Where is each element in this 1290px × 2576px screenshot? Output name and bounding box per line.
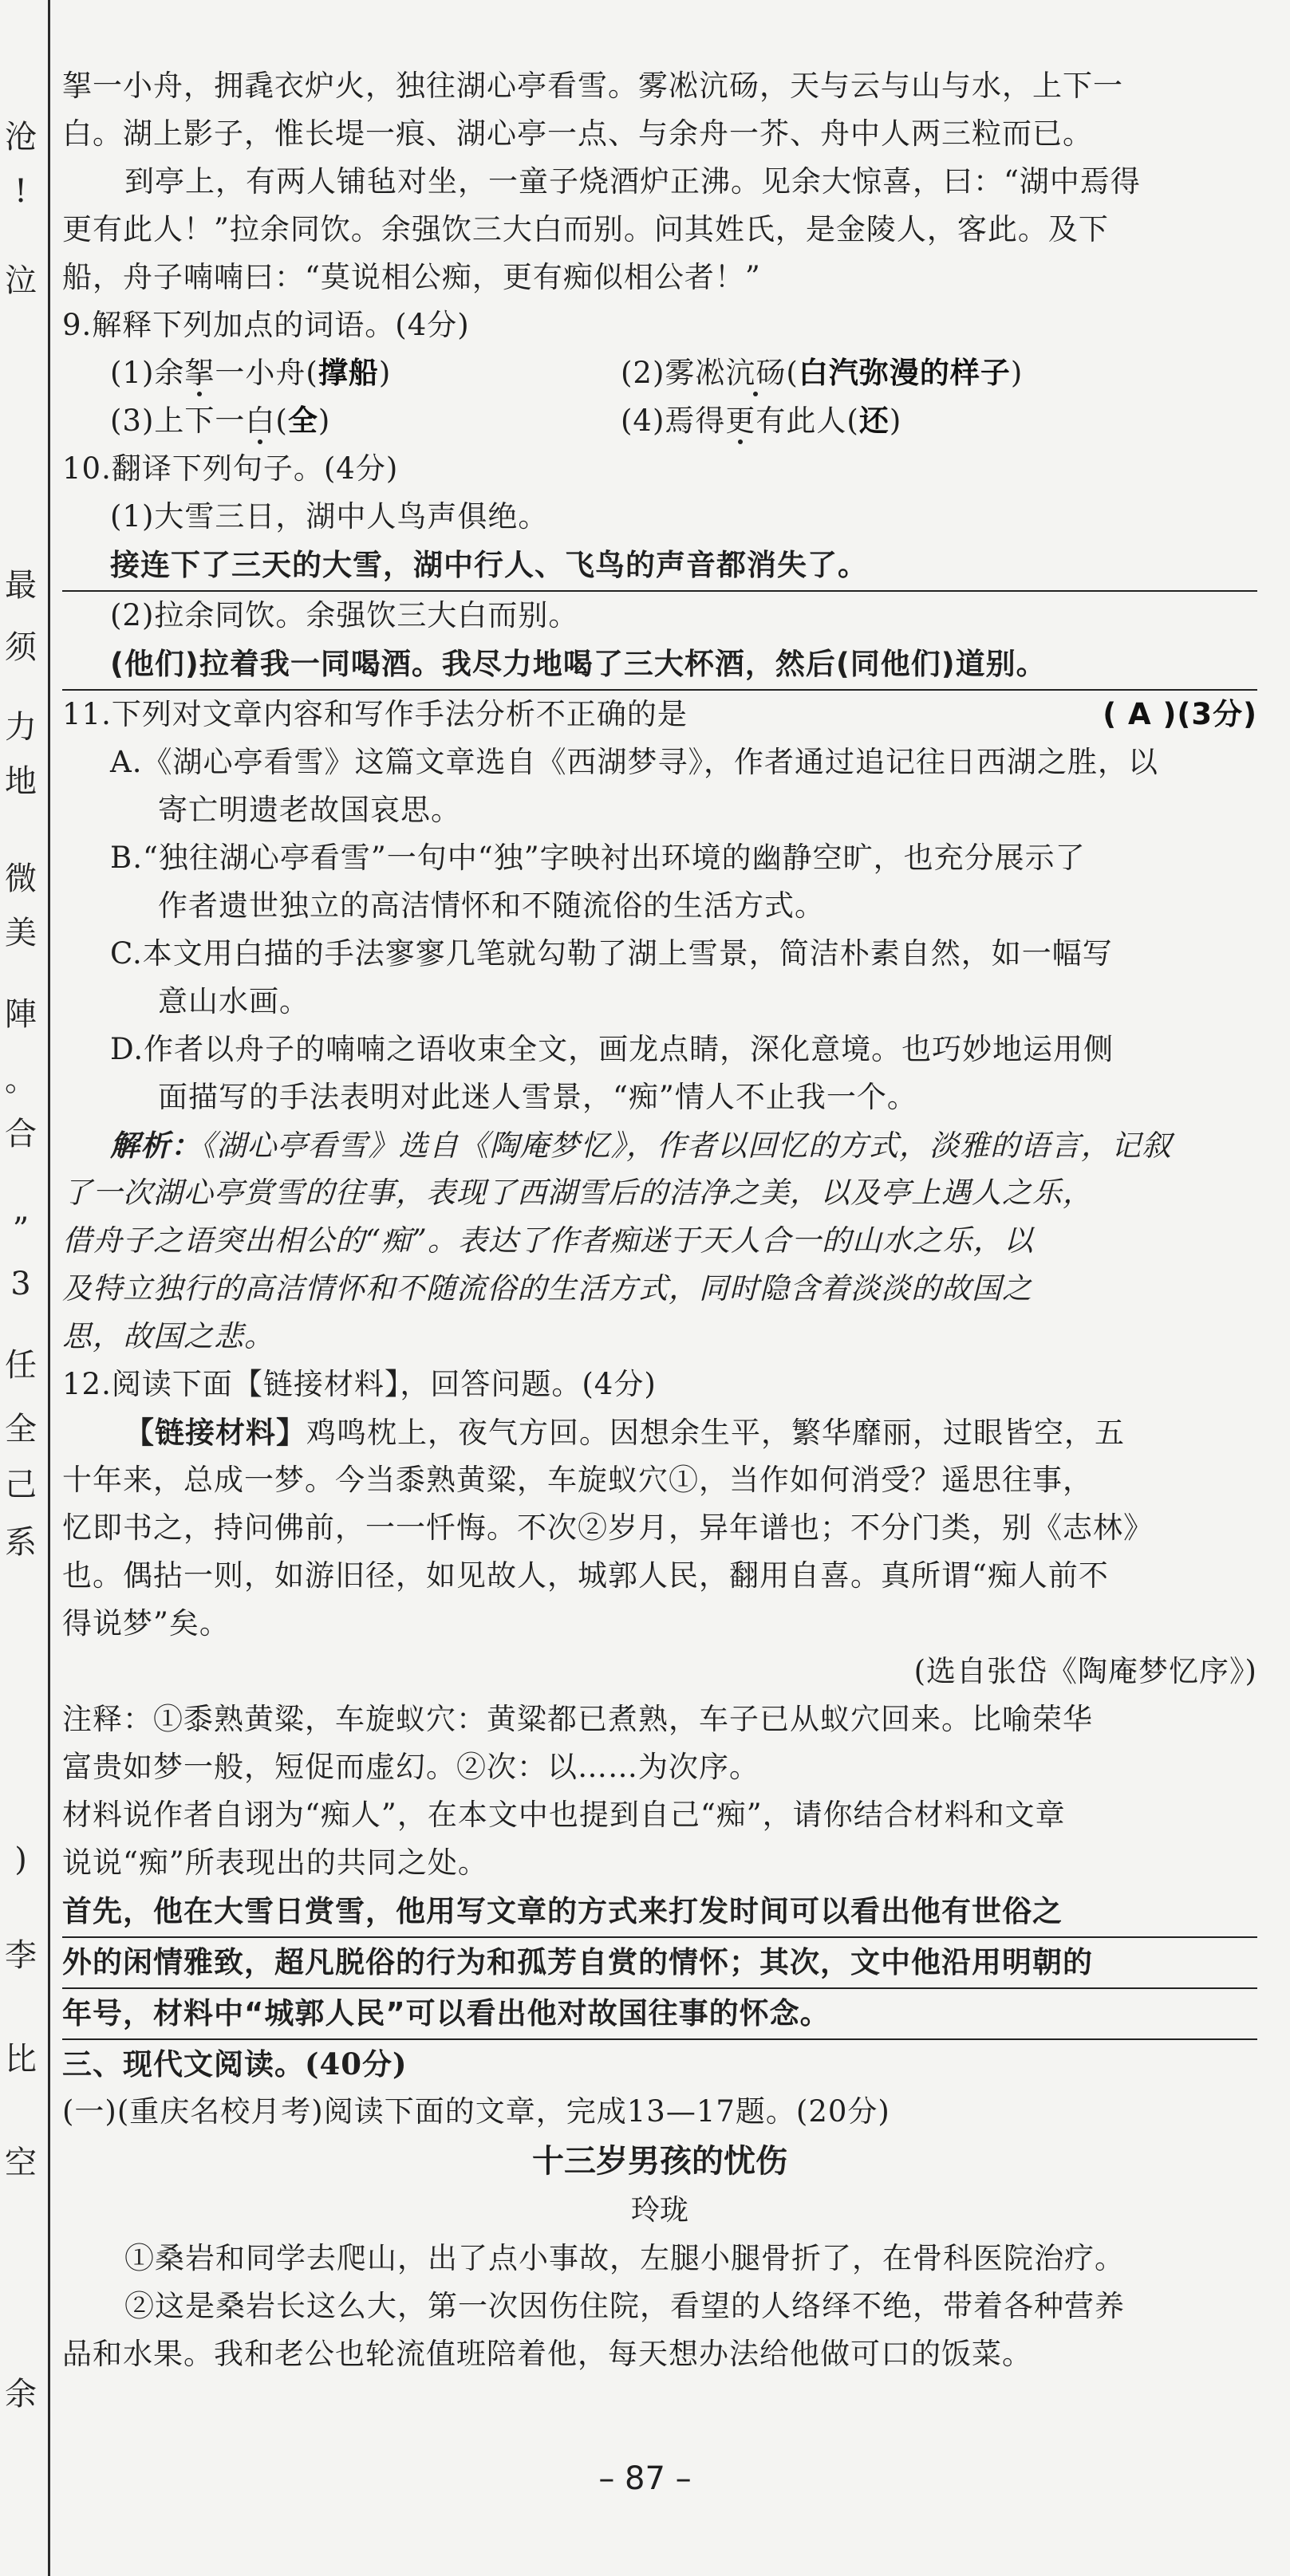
q12-material: 忆即书之，持问佛前，一一忏悔。不次②岁月，异年谱也；不分门类，别《志林》	[62, 1511, 1154, 1545]
article-paragraph: ②这是桑岩长这么大，第一次因伤住院，看望的人络绎不绝，带着各种营养	[124, 2289, 1125, 2323]
q9-item-4: (4)焉得更有此人(还)	[621, 404, 902, 438]
passage-line: 挐一小舟，拥毳衣炉火，独往湖心亭看雪。雾凇沆砀，天与云与山与水，上下一	[62, 69, 1123, 103]
margin-char: 全	[5, 1411, 37, 1448]
margin-char: 系	[5, 1524, 37, 1561]
dotted-word: 挐	[184, 356, 215, 390]
q12-note: 富贵如梦一般，短促而虚幻。②次：以……为次序。	[62, 1750, 759, 1784]
q10-answer-2: (他们)拉着我一同喝酒。我尽力地喝了三大杯酒，然后(同他们)道别。	[62, 640, 1257, 691]
q12-prompt: 材料说作者自诩为“痴人”，在本文中也提到自己“痴”，请你结合材料和文章	[62, 1798, 1066, 1832]
margin-char: 己	[5, 1467, 37, 1503]
margin-char: 合	[5, 1116, 37, 1152]
article-paragraph: 品和水果。我和老公也轮流值班陪着他，每天想办法给他做可口的饭菜。	[62, 2337, 1032, 2371]
question-12-stem: 12.阅读下面【链接材料】，回答问题。(4分)	[62, 1367, 657, 1401]
article-title: 十三岁男孩的忧伤	[532, 2143, 787, 2180]
margin-char: ”	[12, 1211, 30, 1248]
q10-sentence-1: (1)大雪三日，湖中人鸟声俱绝。	[110, 499, 549, 534]
section-heading: 三、现代文阅读。(40分)	[62, 2046, 408, 2082]
q10-answer-1: 接连下了三天的大雪，湖中行人、飞鸟的声音都消失了。	[62, 541, 1257, 592]
dotted-word: 沆砀	[725, 356, 787, 390]
passage-line: 更有此人！”拉余同饮。余强饮三大白而别。问其姓氏，是金陵人，客此。及下	[62, 212, 1109, 246]
passage-line: 船，舟子喃喃曰：“莫说相公痴，更有痴似相公者！”	[62, 260, 761, 294]
margin-char: )	[14, 1841, 27, 1878]
question-10-stem: 10.翻译下列句子。(4分)	[62, 451, 399, 486]
margin-char: 李	[5, 1937, 37, 1974]
q11-analysis: 了一次湖心亭赏雪的往事，表现了西湖雪后的洁净之美，以及亭上遇人之乐，	[62, 1176, 1093, 1210]
margin-char: 美	[5, 915, 37, 951]
article-paragraph: ①桑岩和同学去爬山，出了点小事故，左腿小腿骨折了，在骨科医院治疗。	[124, 2241, 1125, 2275]
q12-material: 十年来，总成一梦。今当黍熟黄粱，车旋蚁穴①，当作如何消受？遥思往事，	[62, 1463, 1093, 1497]
margin-char: 3	[10, 1266, 31, 1302]
margin-char: 余	[5, 2376, 37, 2413]
margin-char: 地	[5, 763, 37, 800]
question-9-stem: 9.解释下列加点的词语。(4分)	[62, 308, 470, 342]
margin-char: 须	[5, 629, 37, 666]
q12-answer: 外的闲情雅致，超凡脱俗的行为和孤芳自赏的情怀；其次，文中他沿用明朝的	[62, 1938, 1257, 1989]
q11-analysis: 借舟子之语突出相公的“痴”。表达了作者痴迷于天人合一的山水之乐，以	[62, 1223, 1034, 1258]
margin-char: !	[14, 173, 28, 210]
dotted-word: 更	[725, 404, 756, 438]
page-number: – 87 –	[598, 2460, 692, 2497]
q11-option-c: 意山水画。	[158, 984, 310, 1018]
q12-source: (选自张岱《陶庵梦忆序》)	[913, 1654, 1257, 1688]
q11-option-b: 作者遗世独立的高洁情怀和不随流俗的生活方式。	[158, 888, 825, 923]
margin-char: 空	[5, 2145, 37, 2181]
q12-material: 【链接材料】鸡鸣枕上，夜气方回。因想余生平，繁华靡丽，过眼皆空，五	[124, 1415, 1125, 1450]
q10-sentence-2: (2)拉余同饮。余强饮三大白而别。	[110, 598, 579, 632]
page-content	[62, 62, 1257, 2378]
q12-answer: 年号，材料中“城郭人民”可以看出他对故国往事的怀念。	[62, 1989, 1257, 2040]
q12-material: 也。偶拈一则，如游旧径，如见故人，城郭人民，翻用自喜。真所谓“痴人前不	[62, 1558, 1109, 1593]
handwritten-answer: 白汽弥漫的样子	[798, 356, 1011, 390]
margin-char: 沧	[5, 119, 37, 156]
margin-char: 力	[5, 709, 37, 746]
q12-prompt: 说说“痴”所表现出的共同之处。	[62, 1845, 488, 1880]
passage-line: 到亭上，有两人铺毡对坐，一童子烧酒炉正沸。见余大惊喜，曰：“湖中焉得	[124, 164, 1141, 199]
article-author: 玲珑	[630, 2194, 688, 2227]
dotted-word: 白	[245, 404, 276, 438]
q12-note: 注释：①黍熟黄粱，车旋蚁穴：黄粱都已煮熟，车子已从蚁穴回来。比喻荣华	[62, 1702, 1093, 1736]
left-margin-strip	[0, 0, 50, 2576]
margin-char: 陣	[5, 996, 37, 1033]
q11-analysis: 及特立独行的高洁情怀和不随流俗的生活方式，同时隐含着淡淡的故国之	[62, 1271, 1032, 1306]
question-9-row	[62, 349, 1257, 397]
q12-answer: 首先，他在大雪日赏雪，他用写文章的方式来打发时间可以看出他有世俗之	[62, 1887, 1257, 1938]
q11-option-c: C.本文用白描的手法寥寥几笔就勾勒了湖上雪景，简洁朴素自然，如一幅写	[110, 936, 1113, 971]
section-subheading: (一)(重庆名校月考)阅读下面的文章，完成13—17题。(20分)	[62, 2094, 890, 2129]
q11-option-a: A.《湖心亭看雪》这篇文章选自《西湖梦寻》，作者通过追记往日西湖之胜，以	[110, 745, 1158, 779]
q11-analysis: 解析：《湖心亭看雪》选自《陶庵梦忆》，作者以回忆的方式，淡雅的语言，记叙	[110, 1128, 1172, 1163]
margin-char: 比	[5, 2041, 37, 2078]
q9-item-3: (3)上下一白(全)	[110, 404, 331, 438]
q11-option-a: 寄亡明遗老故国哀思。	[158, 793, 461, 827]
margin-char: 微	[5, 861, 37, 897]
q12-material: 得说梦”矣。	[62, 1606, 230, 1641]
q11-analysis: 思，故国之悲。	[62, 1319, 274, 1353]
margin-char: 最	[5, 567, 37, 604]
q9-item-2: (2)雾凇沆砀(白汽弥漫的样子)	[621, 356, 1024, 390]
passage-line: 白。湖上影子，惟长堤一痕、湖心亭一点、与余舟一芥、舟中人两三粒而已。	[62, 116, 1093, 151]
q11-option-d: 面描写的手法表明对此迷人雪景，“痴”情人不止我一个。	[158, 1080, 917, 1114]
q11-option-d: D.作者以舟子的喃喃之语收束全文，画龙点睛，深化意境。也巧妙地运用侧	[110, 1032, 1114, 1066]
margin-char: 泣	[5, 262, 37, 299]
question-11-stem: 11.下列对文章内容和写作手法分析不正确的是 ( A )(3分)	[62, 691, 1257, 739]
handwritten-answer: 还	[858, 404, 890, 438]
handwritten-answer: 全	[287, 404, 318, 438]
handwritten-answer: 撑船	[318, 356, 379, 390]
q11-answer: ( A )(3分)	[1103, 697, 1257, 731]
margin-char: 。	[5, 1062, 37, 1098]
q11-option-b: B.“独往湖心亭看雪”一句中“独”字映衬出环境的幽静空旷，也充分展示了	[110, 841, 1086, 875]
q9-item-1: (1)余挐一小舟(撑船)	[110, 356, 392, 390]
question-9-row	[62, 397, 1257, 445]
margin-char: 任	[5, 1347, 37, 1384]
